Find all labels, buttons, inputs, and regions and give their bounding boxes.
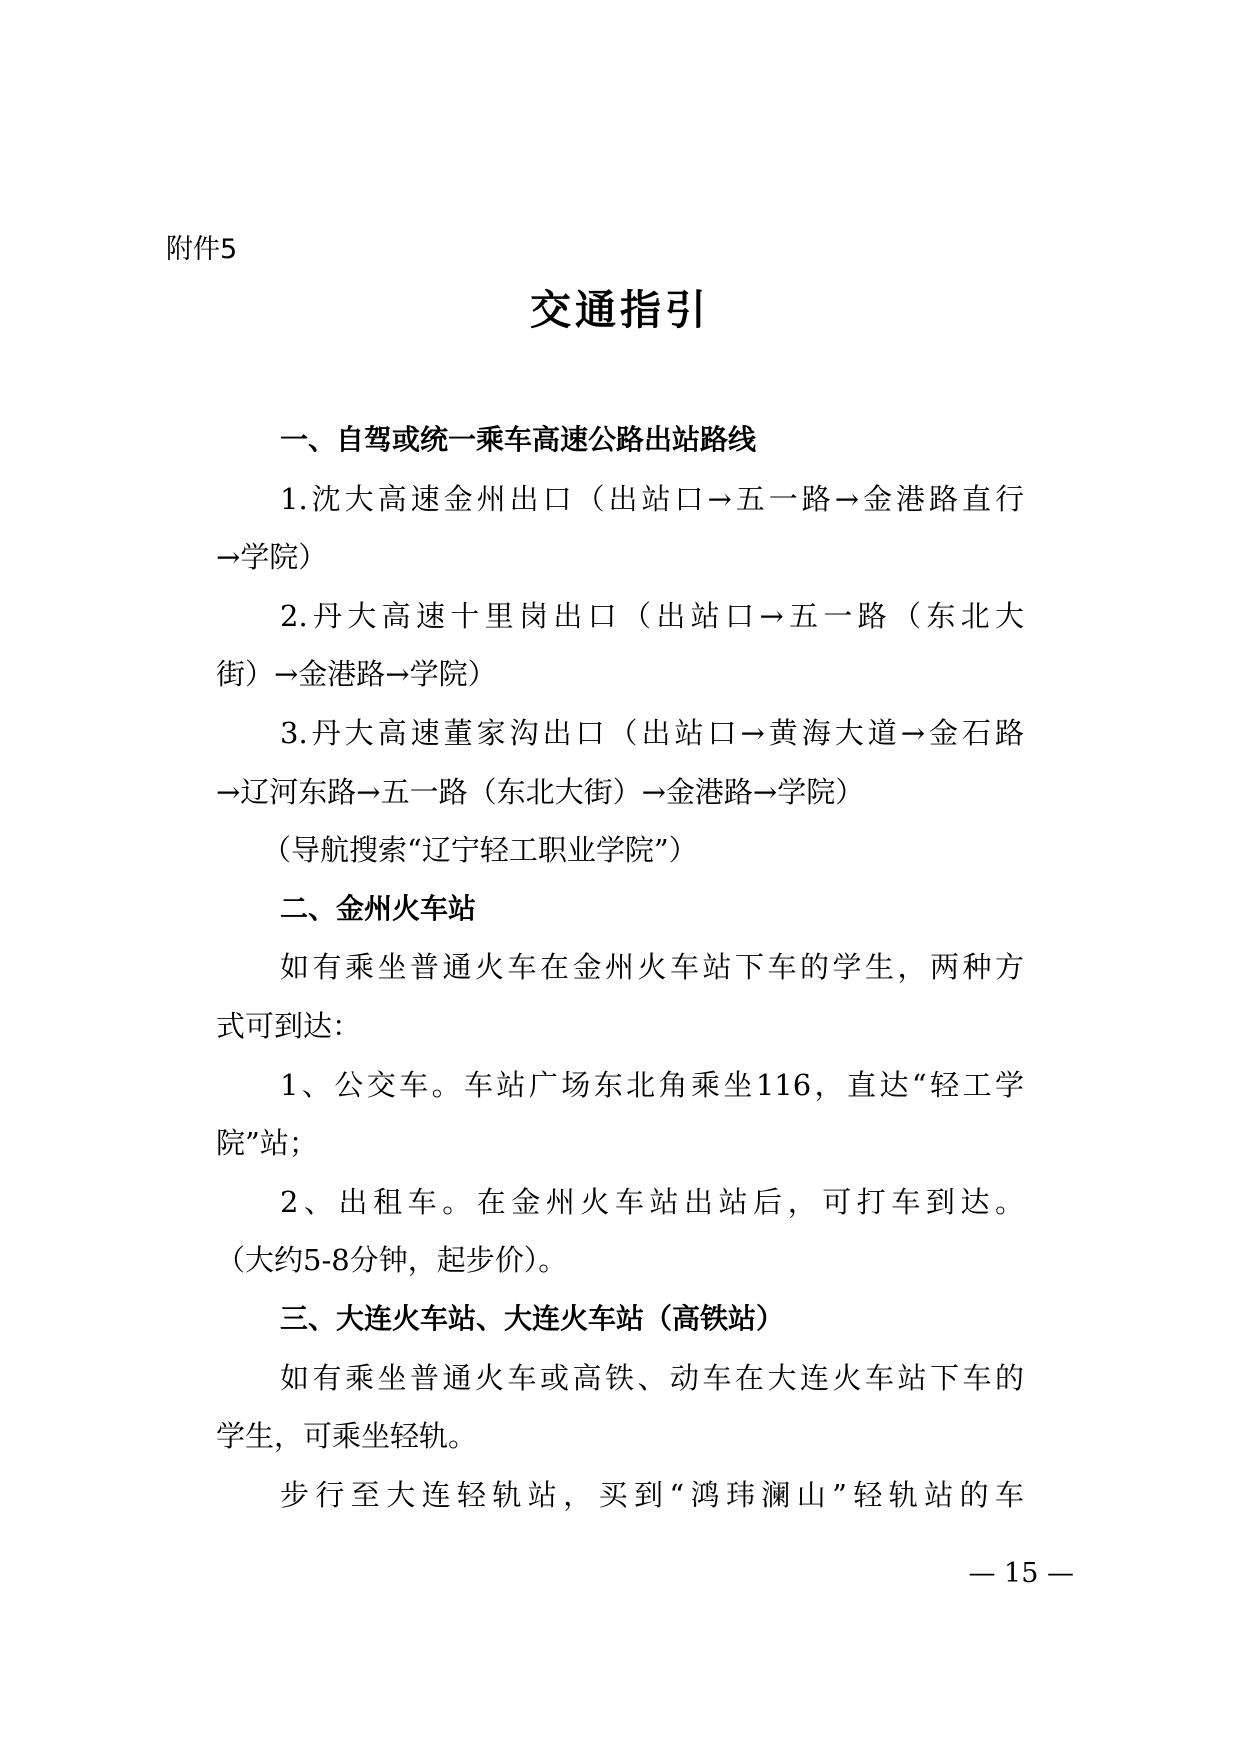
navigation-hint: （导航搜索“辽宁轻工职业学院”） bbox=[262, 833, 698, 868]
dalian-intro-line-2: 学生，可乘坐轻轨。 bbox=[216, 1419, 478, 1454]
taxi-option-line-1: 2、出租车。在金州火车站出站后，可打车到达。 bbox=[280, 1184, 1024, 1219]
dalian-intro-line-1: 如有乘坐普通火车或高铁、动车在大连火车站下车的 bbox=[280, 1360, 1024, 1395]
attachment-label: 附件5 bbox=[166, 234, 238, 265]
document-body bbox=[216, 411, 1024, 1524]
bus-option-line-2: 院”站； bbox=[216, 1126, 318, 1161]
taxi-option-line-2: （大约5-8分钟，起步价）。 bbox=[216, 1243, 568, 1278]
route-1-line-2: →学院） bbox=[216, 540, 328, 575]
bus-option-line-1: 1、公交车。车站广场东北角乘坐116，直达“轻工学 bbox=[280, 1067, 1024, 1102]
section-heading-jinzhou-station: 二、金州火车站 bbox=[280, 891, 477, 925]
page-number: — 15 — bbox=[968, 1558, 1074, 1589]
light-rail-line-1: 步行至大连轻轨站，买到“鸿玮澜山”轻轨站的车 bbox=[280, 1477, 1024, 1512]
jinzhou-intro-line-1: 如有乘坐普通火车在金州火车站下车的学生，两种方 bbox=[280, 950, 1024, 985]
route-2-line-2: 街）→金港路→学院） bbox=[216, 657, 497, 692]
route-3-line-2: →辽河东路→五一路（东北大街）→金港路→学院） bbox=[216, 774, 865, 809]
route-1-line-1: 1.沈大高速金州出口（出站口→五一路→金港路直行 bbox=[280, 481, 1024, 516]
page-title: 交通指引 bbox=[530, 286, 710, 334]
section-heading-dalian-station: 三、大连火车站、大连火车站（高铁站） bbox=[280, 1301, 785, 1335]
jinzhou-intro-line-2: 式可到达： bbox=[216, 1008, 362, 1043]
route-3-line-1: 3.丹大高速董家沟出口（出站口→黄海大道→金石路 bbox=[280, 715, 1024, 750]
route-2-line-1: 2.丹大高速十里岗出口（出站口→五一路（东北大 bbox=[280, 598, 1024, 633]
section-heading-highway: 一、自驾或统一乘车高速公路出站路线 bbox=[280, 423, 757, 456]
